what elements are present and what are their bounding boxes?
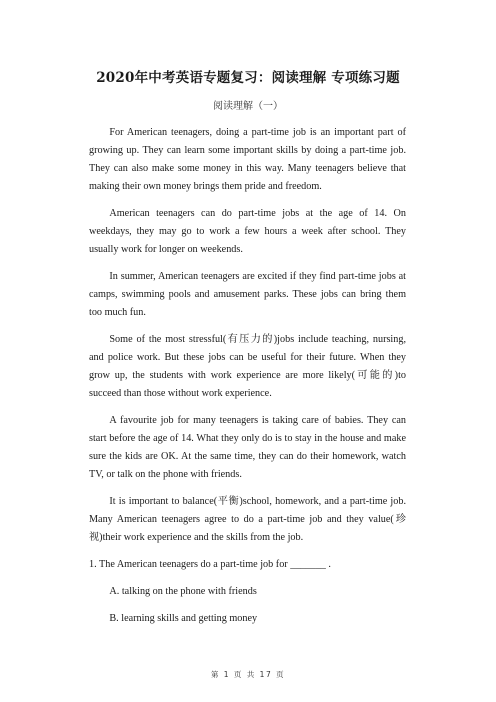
document-body xyxy=(89,124,406,637)
paragraph: For American teenagers, doing a part-time job is an important part of growing up. They can learn some important skills by doing a part-time job. They can also make some money in this way. Many teenagers believe that making their own money brings them pride and freedom. xyxy=(89,127,406,192)
paragraph: American teenagers can do part-time jobs at the age of 14. On weekdays, they may go to work a few hours a week after school. They usually work for longer on weekends. xyxy=(89,208,406,255)
paragraph: A favourite job for many teenagers is taking care of babies. They can start before the age of 14. What they only do is to stay in the house and make sure the kids are OK. At the same time, they can do their homework, watch TV, or talk on the phone with friends. xyxy=(89,415,406,480)
page-footer: 第 1 页 共 17 页 xyxy=(210,670,286,679)
document-title: 2020年中考英语专题复习：阅读理解 专项练习题 xyxy=(96,70,400,86)
answer-option-b: B. learning skills and getting money xyxy=(109,613,258,624)
answer-option-a: A. talking on the phone with friends xyxy=(109,586,257,597)
section-heading: 阅读理解（一） xyxy=(213,101,283,112)
paragraph: In summer, American teenagers are excited if they find part-time jobs at camps, swimming pools and amusement parks. These jobs can bring them too much fun. xyxy=(89,271,406,318)
paragraph: Some of the most stressful(有压力的)jobs include teaching, nursing, and police work. But these jobs can be useful for their future. When they grow up, the students with work experience are more likely(可能的)to succeed than those without work experience. xyxy=(89,334,406,399)
paragraph: It is important to balance(平衡)school, homework, and a part-time job. Many American teenagers agree to do a part-time job and they value(珍视)their work experience and the skills from the job. xyxy=(89,496,406,543)
question-stem: 1. The American teenagers do a part-time job for _______ . xyxy=(89,559,331,570)
